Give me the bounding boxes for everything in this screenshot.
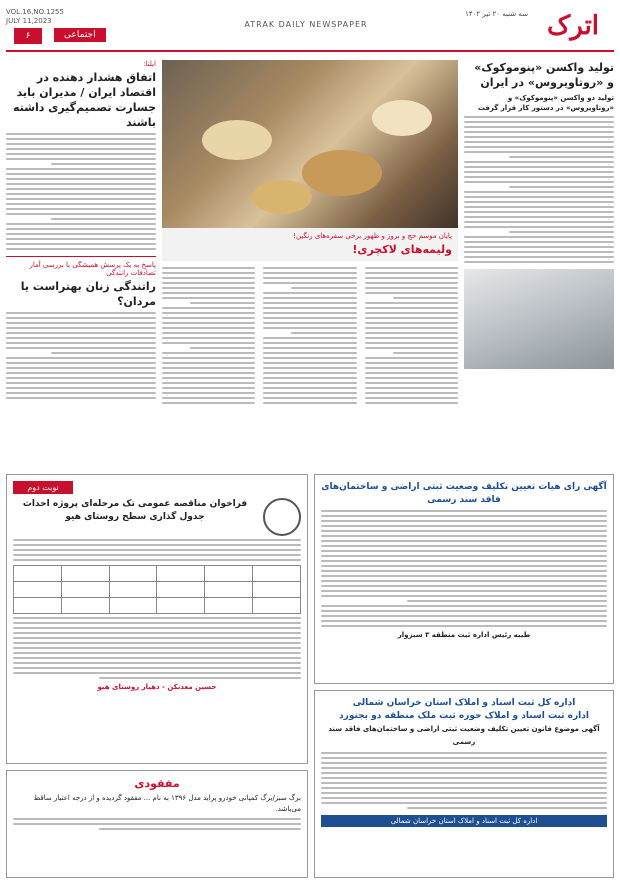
caption-headline: ولیمه‌های لاکچری! [352,243,452,256]
ad-north-khorasan [314,690,614,878]
ad3-subtitle: اداره ثبت اسناد و املاک حوزه ثبت ملک منطقه دو بجنورد [339,711,589,721]
ad3-subtitle2: آگهی موضوع قانون تعیین تکلیف وضعیت ثبتی اراضی و ساختمان‌های فاقد سند رسمی [328,725,600,746]
ad1-signature: طیبه رئیس اداره ثبت منطقه ۳ سبزوار [397,631,531,639]
economy-kicker: ایلنا: [143,60,156,68]
ad-land-registry [314,474,614,684]
ads-section [6,474,614,879]
masthead [6,6,614,52]
economy-body [6,133,156,250]
section-tag: اجتماعی [54,28,106,42]
vaccine-lead: تولید دو واکسن «پنوموکوک» و «روتاویروس» در دستور کار قرار گرفت [477,94,614,112]
caption-kicker: پایان موسم حج و بروز و ظهور برخی سفره‌های رنگین! [293,232,452,240]
photo-caption [162,228,458,261]
ad2-title: فراخوان مناقصه عمومی تک مرحله‌ای پروژه احداث جدول گذاری سطح روستای هیو [22,499,248,522]
tender-table [13,565,301,614]
village-emblem-icon [263,498,301,536]
ad2-round-tag: نوبت دوم [13,481,73,494]
driving-headline: راتندگی زنان بهتراست یا مردان؟ [20,280,156,308]
economy-headline: اتفاق هشدار دهنده در اقتصاد ایران / مدیران باید جسارت تصمیم‌گیری داشته باشند [13,71,156,129]
vol-number: VOL.16,NO.1255 [6,8,64,16]
economy-article [6,60,156,470]
vaccine-headline: تولید واکسن «پنوموکوک» و «روتاویروس» در ایران [474,61,614,89]
newspaper-logo: اترک [546,11,600,41]
ad2-signature: حسین معدنکن - دهیار روستای هیو [97,683,217,691]
masthead-date: سه شنبه ۲۰ تیر ۱۴۰۲ [465,10,528,18]
ad3-title: اداره کل ثبت اسناد و املاک استان خراسان شمالی [352,698,576,708]
driving-kicker: پاسخ به یک پرسش همیشگی با بررسی آمار تصادفات رانندگی [29,261,156,277]
ad4-title: مفقودی [134,777,180,790]
masthead-title-en: ATRAK DAILY NEWSPAPER [244,20,368,29]
ad-tender [6,474,308,764]
center-feature [162,60,458,470]
vaccine-body [464,116,614,263]
masthead-vol [6,8,64,26]
page-number: ۶ [14,28,42,44]
ad-lost-notice [6,770,308,878]
ad1-title: آگهی رای هیات تعیین تکلیف وضعیت ثبتی اراضی و ساختمان‌های فاقد سند رسمی [321,482,607,505]
driving-body [6,312,156,399]
buffet-photo [162,60,458,228]
ad3-footer-bar: اداره کل ثبت اسناد و املاک استان خراسان شمالی [321,815,607,827]
ad4-text: برگ سبز/برگ کمپانی خودرو پراید مدل ۱۳۹۶ به نام ... مفقود گردیده و از درجه اعتبار ساقط می‌باشد. [33,794,301,813]
date-en: JULY 11,2023 [6,17,52,25]
feature-body [162,264,458,407]
vaccine-article [464,60,614,470]
lab-photo [464,269,614,369]
